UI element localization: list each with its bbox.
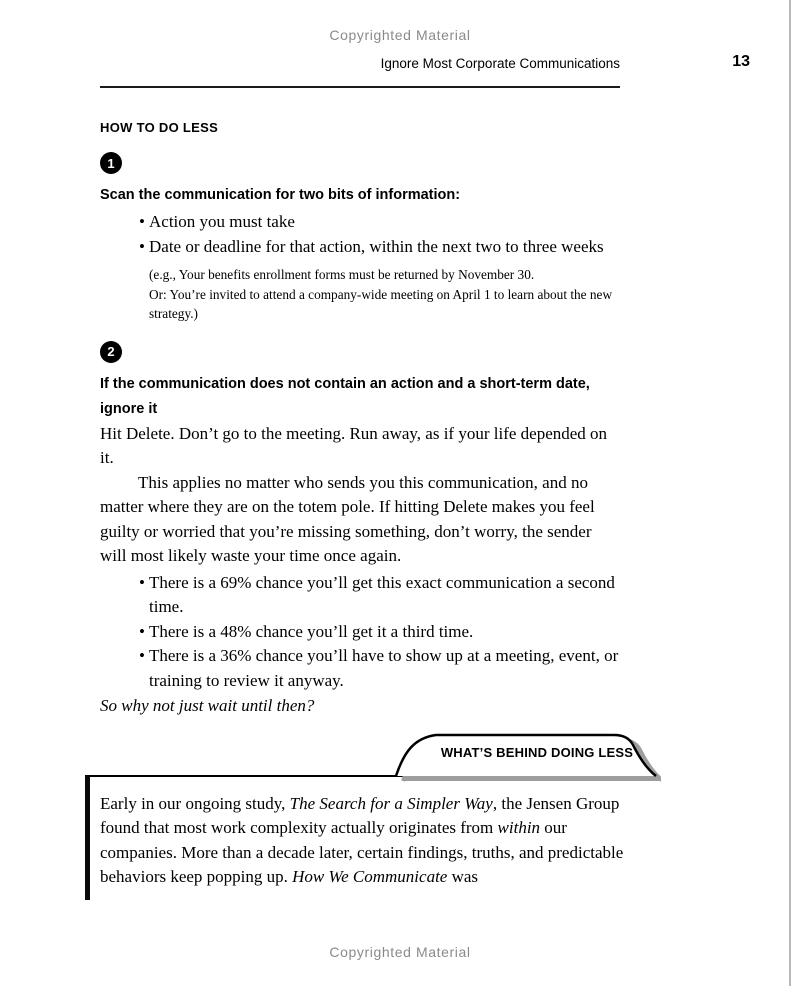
step-2-badge: 2 (100, 341, 122, 363)
bullet-marker: • (139, 572, 145, 592)
italic-text-segment: How We Communicate (292, 867, 448, 886)
italic-text-segment: within (497, 818, 541, 837)
italic-text-segment: The Search for a Simpler Way (289, 793, 493, 813)
paragraph (100, 792, 637, 890)
bullet-marker: • (139, 212, 145, 231)
example-line: (e.g., Your benefits enrollment forms must be returned by November 30. (149, 267, 535, 282)
bullet-marker: • (139, 646, 145, 665)
callout-tab (391, 729, 661, 783)
list-item-text: There is a 69% chance you’ll get this exact communication a second time. (149, 572, 615, 616)
sidebar-callout (85, 744, 655, 900)
page-edge-shadow (789, 0, 791, 986)
page-content (100, 120, 620, 719)
list-item (100, 235, 620, 260)
paragraph: This applies no matter who sends you this communication, and no matter where they are on the totem pole. If hitting Delete makes you feel guilty or worried that you’re missing something, don’t worry, the sender will most likely waste your time once again. (100, 472, 595, 565)
list-item-text: There is a 36% chance you’ll have to show up at a meeting, event, or training to review it anyway. (149, 646, 619, 690)
text-segment: was (447, 867, 479, 886)
list-item-text: Action you must take (149, 212, 295, 231)
copyright-notice-bottom: Copyrighted Material (329, 944, 471, 960)
example-note (149, 265, 620, 324)
header-rule (100, 86, 620, 88)
text-segment: our companies. More than a decade later, certain findings, truths, and predictable behaviors keep popping up. (100, 818, 624, 886)
list-item (100, 644, 620, 693)
list-item-text: There is a 48% chance you’ll get it a third time. (149, 621, 474, 641)
copyright-notice-top: Copyrighted Material (329, 27, 471, 43)
page-header (100, 53, 750, 71)
step-2-title: If the communication does not contain an action and a short-term date, ignore it (100, 375, 590, 417)
example-line: Or: You’re invited to attend a company-wide meeting on April 1 to learn about the new strategy.) (149, 286, 613, 321)
paragraph: Hit Delete. Don’t go to the meeting. Run away, as if your life depended on it. (100, 423, 608, 467)
text-segment: , the Jensen Group found that most work complexity actually originates from (100, 793, 620, 837)
step-2-bullet-list (100, 571, 620, 694)
list-item-text: Date or deadline for that action, within the next two to three weeks (149, 236, 604, 256)
list-item (100, 620, 620, 645)
list-item (100, 571, 620, 620)
step-1-badge: 1 (100, 152, 122, 174)
step-1-title: Scan the communication for two bits of information: (100, 187, 461, 203)
running-head: Ignore Most Corporate Communications (380, 56, 620, 71)
step-1-bullet-list (100, 210, 620, 259)
page-number: 13 (732, 53, 750, 70)
section-heading: HOW TO DO LESS (100, 120, 219, 135)
list-item (100, 210, 620, 235)
bullet-marker: • (139, 621, 145, 641)
bullet-marker: • (139, 236, 145, 256)
closing-question: So why not just wait until then? (100, 696, 315, 715)
text-segment: Early in our ongoing study, (100, 793, 290, 813)
callout-tab-label: WHAT’S BEHIND DOING LESS (440, 744, 634, 760)
